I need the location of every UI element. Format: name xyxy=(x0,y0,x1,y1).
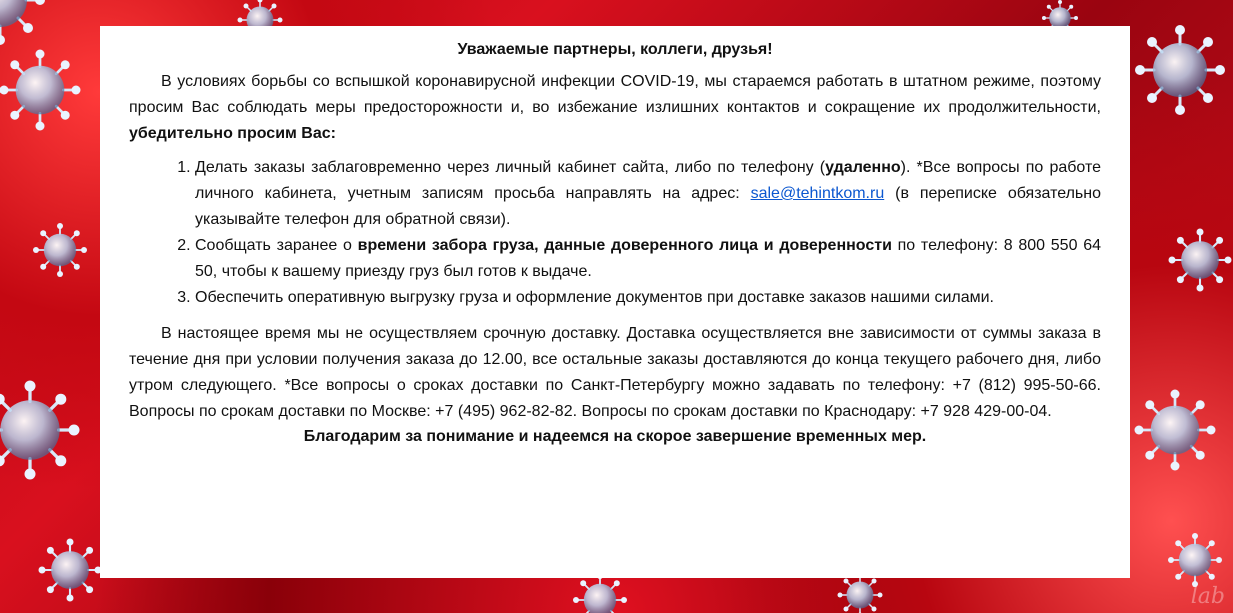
list-item xyxy=(195,233,1101,285)
list-item-emphasis: времени забора груза, данные доверенного лица и доверенности xyxy=(357,237,892,254)
delivery-paragraph: В настоящее время мы не осуществляем срочную доставку. Доставка осуществляется вне зависимости от суммы заказа в течение дня при условии получения заказа до 12.00, все остальные заказы доставляются до конца текущего рабочего дня, либо утром следующего. *Все вопросы о сроках доставки по Санкт-Петербургу можно задавать по телефону: +7 (812) 995-50-66. Вопросы по срокам доставки по Москве: +7 (495) 962-82-82. Вопросы по срокам доставки по Краснодару: +7 928 429-00-04. xyxy=(129,325,1101,420)
notice-title: Уважаемые партнеры, коллеги, друзья! xyxy=(457,41,773,58)
list-item-text: ). *Все вопросы по работе личного кабинета, учетным записям просьба направлять на адрес: xyxy=(195,159,1102,202)
watermark-logo: lab xyxy=(1190,584,1225,609)
list-item-text: Сообщать заранее о xyxy=(195,237,358,254)
list-item-emphasis: удаленно xyxy=(825,159,901,176)
list-item-text: Обеспечить оперативную выгрузку груза и оформление документов при доставке заказов нашими силами. xyxy=(195,289,994,306)
list-item-text: (в переписке обязательно указывайте телефон для обратной связи). xyxy=(195,185,1101,228)
intro-paragraph xyxy=(129,69,1101,147)
list-item xyxy=(195,155,1101,233)
intro-text: В условиях борьбы со вспышкой коронавирусной инфекции COVID-19, мы стараемся работать в штатном режиме, поэтому просим Вас соблюдать меры предосторожности и, во избежание излишних контактов и сокращение их продолжительности, xyxy=(129,73,1101,116)
closing-line: Благодарим за понимание и надеемся на скорое завершение временных мер. xyxy=(303,428,927,445)
virus-particle-icon xyxy=(0,0,45,45)
request-list xyxy=(129,155,1101,311)
notice-card xyxy=(100,26,1130,578)
intro-emphasis: убедительно просим Вас: xyxy=(129,125,336,142)
list-item xyxy=(195,285,1101,311)
list-item-text: по телефону: 8 800 550 64 50, чтобы к вашему приезду груз был готов к выдаче. xyxy=(195,237,1101,280)
list-item-text: Делать заказы заблаговременно через личный кабинет сайта, либо по телефону ( xyxy=(195,159,826,176)
email-link[interactable]: sale@tehintkom.ru xyxy=(750,185,885,202)
